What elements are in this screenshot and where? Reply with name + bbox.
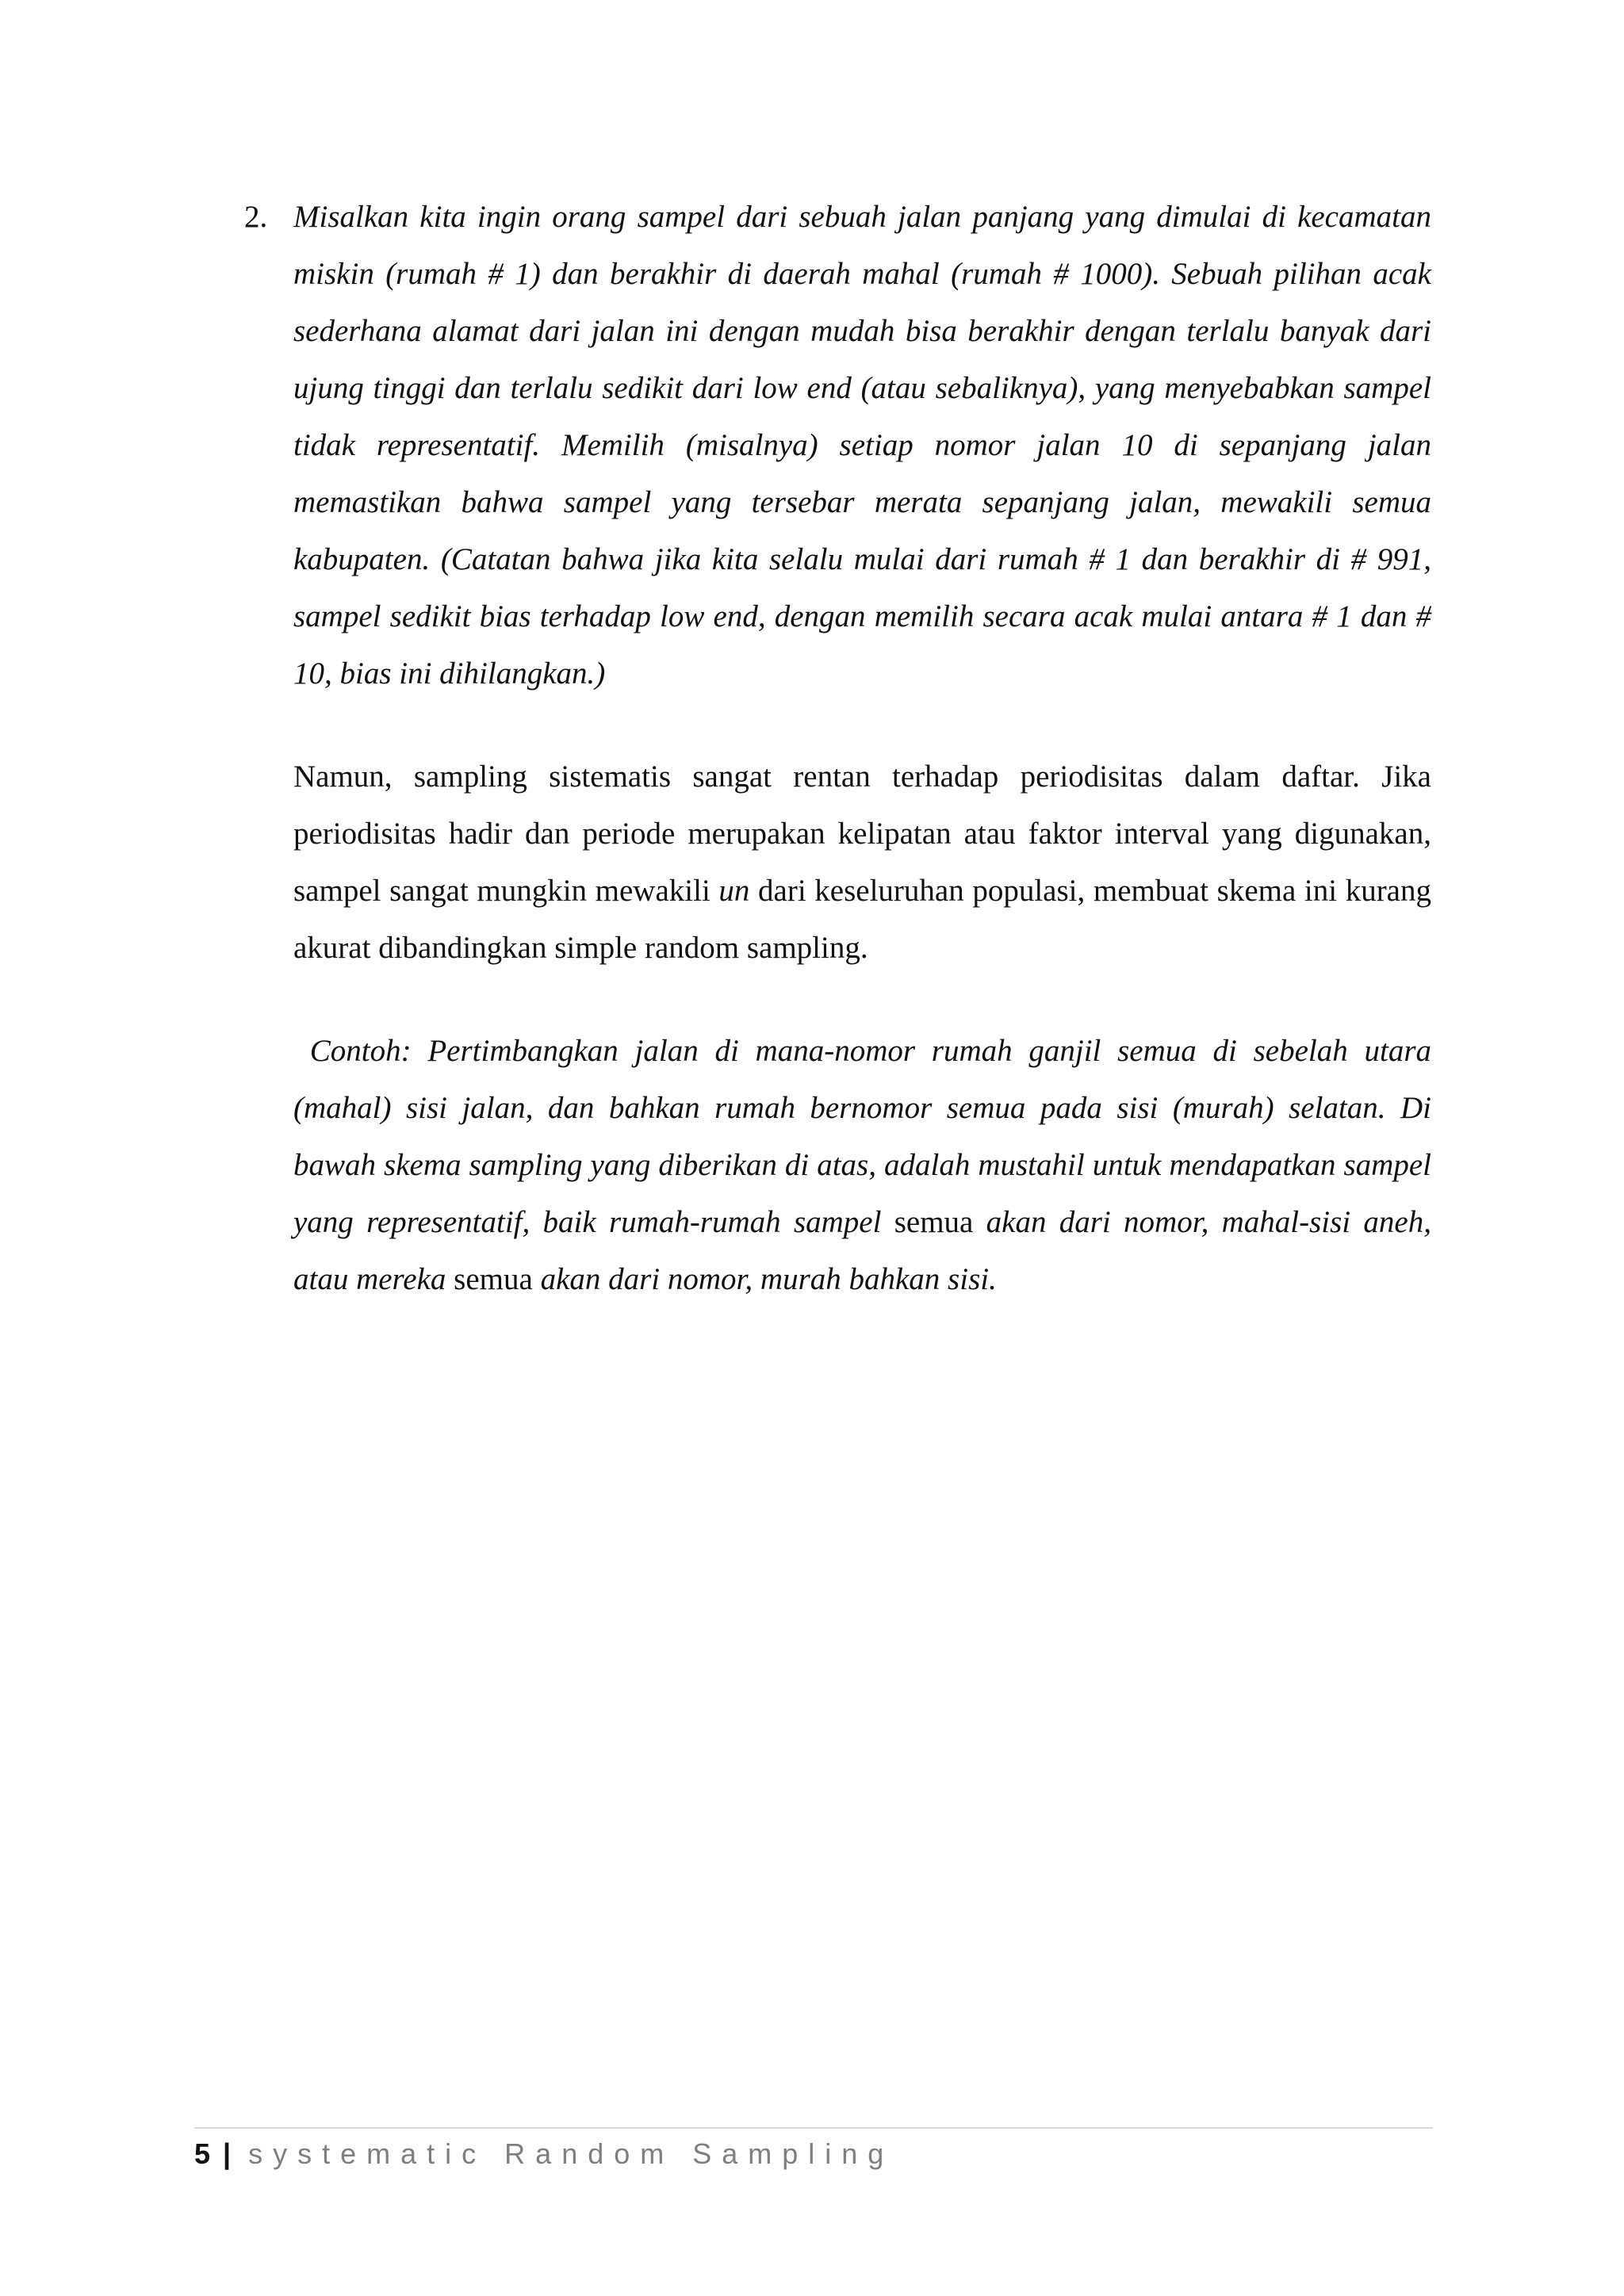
paragraph-example: [293, 1023, 1439, 1308]
paragraph-periodicity: [293, 748, 1431, 977]
example-italic-3: akan dari nomor, murah bahkan sisi.: [540, 1262, 997, 1296]
body-content: [244, 189, 1439, 1308]
paragraph-periodicity-italic: un: [718, 874, 750, 908]
example-normal-2: semua: [446, 1262, 541, 1296]
list-number: 2.: [244, 200, 268, 234]
example-italic-1: Contoh: Pertimbangkan jalan di mana-nomor rumah ganjil semua di sebelah utara (mahal) sisi jalan, dan bahkan rumah bernomor semua pada sisi (murah) selatan. Di bawah skema sampling yang diberikan di atas, adalah mustahil untuk mendapatkan sampel yang representatif, baik rumah-rumah sampel: [293, 1034, 1439, 1239]
page-footer: [194, 2135, 894, 2173]
footer-title: systematic Random Sampling: [248, 2137, 894, 2170]
page-number: 5: [194, 2137, 211, 2170]
example-normal-1: semua: [881, 1205, 986, 1239]
paragraph-gap: [293, 702, 1431, 748]
list-item-text: Misalkan kita ingin orang sampel dari sebuah jalan panjang yang dimulai di kecamatan miskin (rumah # 1) dan berakhir di daerah mahal (rumah # 1000). Sebuah pilihan acak sederhana alamat dari jalan ini dengan mudah bisa berakhir dengan terlalu banyak dari ujung tinggi dan terlalu sedikit dari low end (atau sebaliknya), yang menyebabkan sampel tidak representatif. Memilih (misalnya) setiap nomor jalan 10 di sepanjang jalan memastikan bahwa sampel yang tersebar merata sepanjang jalan, mewakili semua kabupaten. (Catatan bahwa jika kita selalu mulai dari rumah # 1 dan berakhir di # 991, sampel sedikit bias terhadap low end, dengan memilih secara acak mulai antara # 1 dan # 10, bias ini dihilangkan.): [293, 200, 1431, 691]
paragraph-periodicity-part1: Namun, sampling sistematis sangat rentan terhadap periodisitas dalam daftar. Jika periodisitas hadir dan periode merupakan kelipatan atau faktor interval yang digunakan, sampel sangat mungkin mewakili: [293, 760, 1431, 908]
footer-separator: |: [223, 2137, 232, 2170]
footer-divider: [194, 2127, 1433, 2129]
paragraph-periodicity-part2: dari keseluruhan populasi, membuat skema ini kurang akurat dibandingkan simple random sampling.: [293, 874, 1431, 965]
example-italic-2: akan dari nomor, mahal-sisi aneh, atau mereka: [293, 1205, 1439, 1296]
list-item-2: [244, 189, 1431, 702]
paragraph-gap: [293, 977, 1431, 1023]
